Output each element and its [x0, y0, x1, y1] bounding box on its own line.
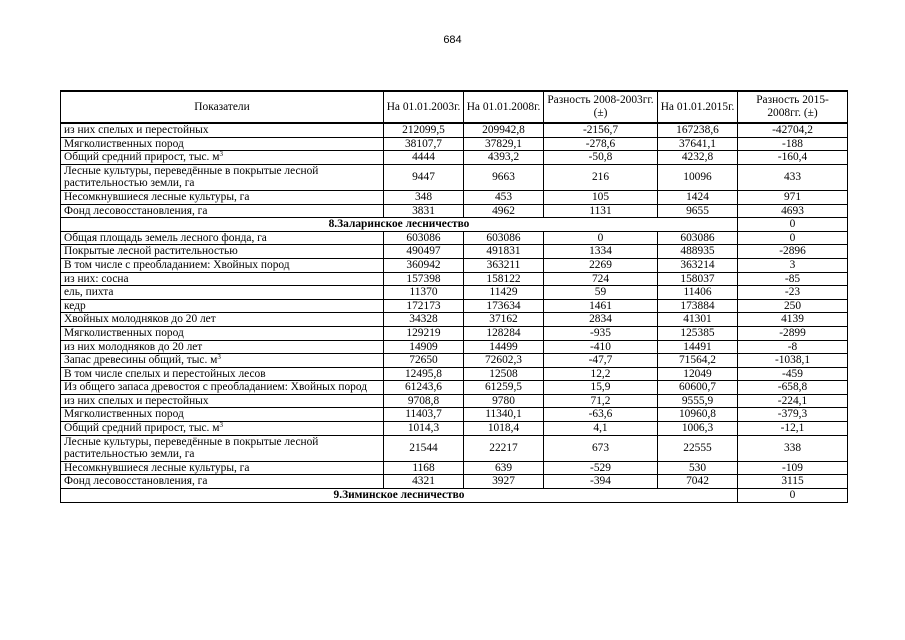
cell-value: -63,6 — [544, 408, 658, 422]
cell-value: 2834 — [544, 313, 658, 327]
table-row — [61, 164, 848, 190]
cell-value: 37162 — [464, 313, 544, 327]
row-label — [61, 340, 384, 354]
row-label — [61, 299, 384, 313]
cell-value: 3927 — [464, 475, 544, 489]
table-row — [61, 340, 848, 354]
row-label — [61, 286, 384, 300]
row-label — [61, 394, 384, 408]
row-label — [61, 354, 384, 368]
cell-value: 360942 — [384, 258, 464, 272]
cell-value: 12495,8 — [384, 367, 464, 381]
table-row — [61, 381, 848, 395]
cell-value: -2896 — [738, 245, 848, 259]
cell-value: -85 — [738, 272, 848, 286]
cell-value: -109 — [738, 461, 848, 475]
cell-value: 212099,5 — [384, 123, 464, 137]
row-label-text: Мягколиственных пород — [64, 326, 184, 339]
row-label-text: Мягколиственных пород — [64, 408, 184, 421]
table-row — [61, 286, 848, 300]
cell-value: 1006,3 — [658, 422, 738, 436]
row-label-text: Покрытые лесной растительностью — [64, 245, 238, 258]
table-header-row — [61, 91, 848, 123]
cell-value: -278,6 — [544, 137, 658, 151]
cell-value: 1014,3 — [384, 422, 464, 436]
row-label-text: Общий средний прирост, тыс. м — [64, 422, 220, 435]
table-row — [61, 354, 848, 368]
cell-value: 105 — [544, 190, 658, 204]
cell-value: -410 — [544, 340, 658, 354]
cell-value: 22555 — [658, 435, 738, 461]
cell-value: -160,4 — [738, 151, 848, 165]
cell-value: 4393,2 — [464, 151, 544, 165]
row-label-text: кедр — [64, 299, 86, 312]
table-row — [61, 394, 848, 408]
cell-value: 724 — [544, 272, 658, 286]
cell-value: 12508 — [464, 367, 544, 381]
row-label-text: из них: сосна — [64, 272, 129, 285]
cell-value: 1424 — [658, 190, 738, 204]
section-diff-value: 0 — [738, 218, 848, 232]
header-diff-2015-2008: Разность 2015-2008гг. (±) — [738, 91, 848, 123]
row-label — [61, 272, 384, 286]
cell-value: 209942,8 — [464, 123, 544, 137]
cell-value: 11406 — [658, 286, 738, 300]
cell-value: 9663 — [464, 164, 544, 190]
page-number: 684 — [443, 34, 462, 46]
row-label-text: из них спелых и перестойных — [64, 394, 209, 407]
cell-value: 1334 — [544, 245, 658, 259]
cell-value: -2156,7 — [544, 123, 658, 137]
cell-value: 173884 — [658, 299, 738, 313]
row-label-text: Несомкнувшиеся лесные культуры, га — [64, 190, 250, 203]
cell-value: -23 — [738, 286, 848, 300]
cell-value: 14491 — [658, 340, 738, 354]
table-row — [61, 408, 848, 422]
cell-value: 7042 — [658, 475, 738, 489]
table-row — [61, 231, 848, 245]
table-row — [61, 190, 848, 204]
row-label — [61, 151, 384, 165]
row-label-text: Запас древесины общий, тыс. м — [64, 354, 218, 367]
cell-value: 41301 — [658, 313, 738, 327]
cell-value: -8 — [738, 340, 848, 354]
row-label — [61, 381, 384, 395]
row-label — [61, 258, 384, 272]
row-label — [61, 475, 384, 489]
cell-value: 9655 — [658, 204, 738, 218]
cell-value: 14499 — [464, 340, 544, 354]
cell-value: 59 — [544, 286, 658, 300]
cell-value: 4321 — [384, 475, 464, 489]
cell-value: 172173 — [384, 299, 464, 313]
cell-value: 488935 — [658, 245, 738, 259]
cell-value: 348 — [384, 190, 464, 204]
cell-value: 10960,8 — [658, 408, 738, 422]
row-label — [61, 231, 384, 245]
unit-superscript: 3 — [217, 353, 221, 362]
section-row — [61, 218, 848, 232]
cell-value: 4,1 — [544, 422, 658, 436]
cell-value: 1131 — [544, 204, 658, 218]
row-label — [61, 313, 384, 327]
cell-value: 1168 — [384, 461, 464, 475]
row-label-text: Из общего запаса древостоя с преобладанием: Хвойных пород — [64, 381, 368, 394]
unit-superscript: 3 — [219, 150, 223, 159]
cell-value: 72602,3 — [464, 354, 544, 368]
row-label-text: из них спелых и перестойных — [64, 124, 209, 136]
cell-value: 37641,1 — [658, 137, 738, 151]
cell-value: 38107,7 — [384, 137, 464, 151]
cell-value: -658,8 — [738, 381, 848, 395]
row-label — [61, 422, 384, 436]
cell-value: 157398 — [384, 272, 464, 286]
cell-value: -224,1 — [738, 394, 848, 408]
cell-value: 71,2 — [544, 394, 658, 408]
cell-value: 491831 — [464, 245, 544, 259]
cell-value: 433 — [738, 164, 848, 190]
cell-value: 1018,4 — [464, 422, 544, 436]
cell-value: 3831 — [384, 204, 464, 218]
cell-value: 4444 — [384, 151, 464, 165]
cell-value: 158122 — [464, 272, 544, 286]
cell-value: 363214 — [658, 258, 738, 272]
cell-value: 3115 — [738, 475, 848, 489]
cell-value: 0 — [738, 231, 848, 245]
row-label-text: В том числе с преобладанием: Хвойных пород — [64, 258, 290, 271]
cell-value: 12049 — [658, 367, 738, 381]
row-label-text: Лесные культуры, переведённые в покрытые лесной растительностью земли, га — [64, 435, 319, 461]
table-row — [61, 299, 848, 313]
cell-value: -47,7 — [544, 354, 658, 368]
header-2003: На 01.01.2003г. — [384, 91, 464, 123]
cell-value: 4962 — [464, 204, 544, 218]
row-label-text: ель, пихта — [64, 286, 114, 299]
section-row — [61, 489, 848, 503]
cell-value: 971 — [738, 190, 848, 204]
row-label — [61, 461, 384, 475]
cell-value: 10096 — [658, 164, 738, 190]
cell-value: 173634 — [464, 299, 544, 313]
cell-value: 9708,8 — [384, 394, 464, 408]
section-title: 8.Заларинское лесничество — [61, 218, 738, 232]
cell-value: 216 — [544, 164, 658, 190]
header-indicators: Показатели — [61, 91, 384, 123]
cell-value: 4232,8 — [658, 151, 738, 165]
cell-value: 639 — [464, 461, 544, 475]
row-label-text: Общий средний прирост, тыс. м — [64, 151, 220, 164]
cell-value: 363211 — [464, 258, 544, 272]
unit-superscript: 3 — [219, 421, 223, 430]
table-row — [61, 367, 848, 381]
row-label-text: из них молодняков до 20 лет — [64, 340, 203, 353]
forest-fund-table — [60, 90, 848, 503]
cell-value: 11370 — [384, 286, 464, 300]
row-label — [61, 164, 384, 190]
cell-value: 61243,6 — [384, 381, 464, 395]
row-label-text: В том числе спелых и перестойных лесов — [64, 367, 266, 380]
cell-value: 11429 — [464, 286, 544, 300]
table-row — [61, 245, 848, 259]
cell-value: 128284 — [464, 326, 544, 340]
cell-value: -459 — [738, 367, 848, 381]
section-diff-value: 0 — [738, 489, 848, 503]
cell-value: 3 — [738, 258, 848, 272]
cell-value: 530 — [658, 461, 738, 475]
table-row — [61, 475, 848, 489]
row-label-text: Лесные культуры, переведённые в покрытые лесной растительностью земли, га — [64, 164, 319, 190]
row-label — [61, 123, 384, 137]
cell-value: 158037 — [658, 272, 738, 286]
cell-value: 603086 — [384, 231, 464, 245]
cell-value: 37829,1 — [464, 137, 544, 151]
table-row — [61, 326, 848, 340]
cell-value: 21544 — [384, 435, 464, 461]
cell-value: 603086 — [464, 231, 544, 245]
table-row — [61, 272, 848, 286]
table-row — [61, 435, 848, 461]
header-2008: На 01.01.2008г. — [464, 91, 544, 123]
row-label-text: Фонд лесовосстановления, га — [64, 204, 208, 217]
cell-value: 34328 — [384, 313, 464, 327]
cell-value: -379,3 — [738, 408, 848, 422]
cell-value: 0 — [544, 231, 658, 245]
cell-value: 60600,7 — [658, 381, 738, 395]
table-row — [61, 151, 848, 165]
header-diff-2008-2003: Разность 2008-2003гг. (±) — [544, 91, 658, 123]
cell-value: -188 — [738, 137, 848, 151]
cell-value: -12,1 — [738, 422, 848, 436]
header-2015: На 01.01.2015г. — [658, 91, 738, 123]
cell-value: 9447 — [384, 164, 464, 190]
cell-value: 9555,9 — [658, 394, 738, 408]
cell-value: 453 — [464, 190, 544, 204]
row-label-text: Несомкнувшиеся лесные культуры, га — [64, 461, 250, 474]
cell-value: 22217 — [464, 435, 544, 461]
row-label — [61, 190, 384, 204]
cell-value: 490497 — [384, 245, 464, 259]
cell-value: 603086 — [658, 231, 738, 245]
cell-value: 71564,2 — [658, 354, 738, 368]
table-row — [61, 461, 848, 475]
table-row — [61, 137, 848, 151]
cell-value: -394 — [544, 475, 658, 489]
cell-value: 11340,1 — [464, 408, 544, 422]
row-label — [61, 137, 384, 151]
table-row — [61, 258, 848, 272]
cell-value: 4139 — [738, 313, 848, 327]
cell-value: 15,9 — [544, 381, 658, 395]
row-label — [61, 245, 384, 259]
cell-value: 12,2 — [544, 367, 658, 381]
row-label — [61, 367, 384, 381]
cell-value: 338 — [738, 435, 848, 461]
cell-value: 72650 — [384, 354, 464, 368]
row-label-text: Хвойных молодняков до 20 лет — [64, 313, 216, 326]
cell-value: -1038,1 — [738, 354, 848, 368]
cell-value: 125385 — [658, 326, 738, 340]
cell-value: 2269 — [544, 258, 658, 272]
cell-value: 61259,5 — [464, 381, 544, 395]
table-row — [61, 422, 848, 436]
table-row — [61, 204, 848, 218]
cell-value: -42704,2 — [738, 123, 848, 137]
cell-value: -935 — [544, 326, 658, 340]
section-title: 9.Зиминское лесничество — [61, 489, 738, 503]
cell-value: 14909 — [384, 340, 464, 354]
cell-value: 11403,7 — [384, 408, 464, 422]
cell-value: -529 — [544, 461, 658, 475]
cell-value: -2899 — [738, 326, 848, 340]
cell-value: 167238,6 — [658, 123, 738, 137]
table-row — [61, 123, 848, 137]
table-row — [61, 313, 848, 327]
row-label — [61, 204, 384, 218]
cell-value: 673 — [544, 435, 658, 461]
cell-value: 4693 — [738, 204, 848, 218]
cell-value: 129219 — [384, 326, 464, 340]
row-label-text: Общая площадь земель лесного фонда, га — [64, 231, 267, 244]
cell-value: -50,8 — [544, 151, 658, 165]
cell-value: 1461 — [544, 299, 658, 313]
row-label-text: Мягколиственных пород — [64, 137, 184, 150]
row-label-text: Фонд лесовосстановления, га — [64, 475, 208, 488]
row-label — [61, 408, 384, 422]
cell-value: 9780 — [464, 394, 544, 408]
cell-value: 250 — [738, 299, 848, 313]
row-label — [61, 326, 384, 340]
row-label — [61, 435, 384, 461]
table-body — [61, 123, 848, 502]
